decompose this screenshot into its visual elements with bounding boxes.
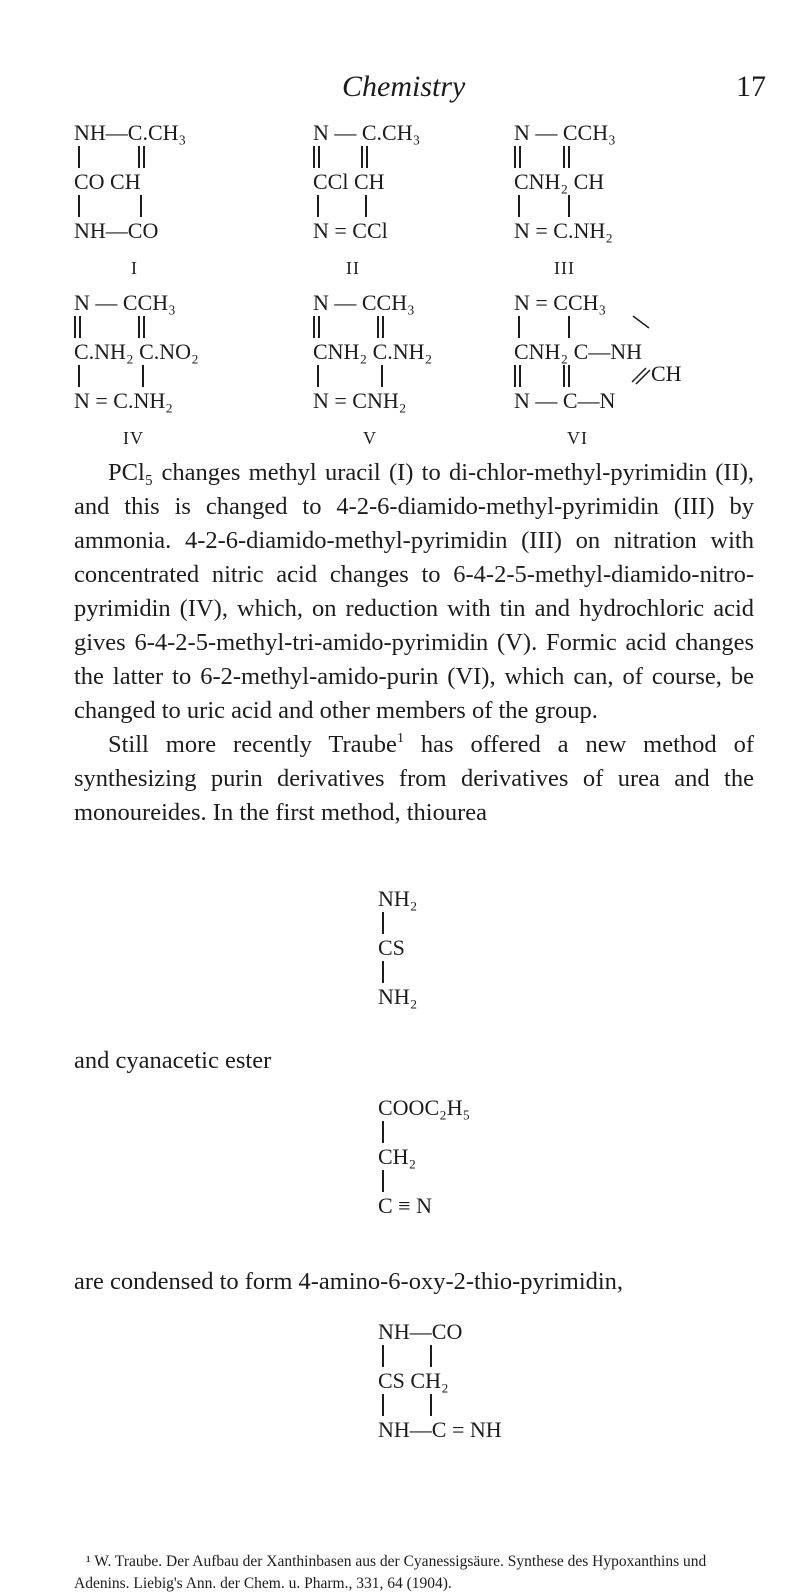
formula-line: N — CCH₃ — [74, 290, 176, 315]
formula-line: C.NH₂ C.NO₂ — [74, 339, 199, 364]
footnote-ref[interactable]: 1 — [396, 731, 404, 746]
formula-line: CCl CH — [313, 169, 385, 194]
text-run: Still more recently Traube — [108, 731, 397, 758]
formula-methyl-uracil — [74, 122, 186, 242]
formula-line: N — C.CH₃ — [313, 120, 421, 145]
bond-row — [378, 1343, 502, 1370]
bond-row — [378, 959, 417, 986]
bond-row — [313, 193, 420, 220]
bond-row — [378, 1392, 502, 1419]
bond-row — [74, 144, 186, 171]
formula-line: NH—CO — [74, 218, 159, 243]
formula-methyl-amido-purin — [514, 292, 642, 412]
formula-tri-amido-pyrimidin — [313, 292, 432, 412]
formula-line: COOC₂H₅ — [378, 1095, 471, 1120]
formula-diamido-nitro-pyrimidin — [74, 292, 199, 412]
formula-ch-group: CH — [651, 361, 682, 386]
paragraph-text: PCl₅ changes methyl uracil (I) to di-chlor-methyl-pyrimidin (II), and this is changed to 4-2-6-diamido-methyl-pyrimidin (III) by ammonia. 4-2-6-diamido-methyl-pyrimidin (III) on nitration with concentrated nitric acid changes to 6-4-2-5-methyl-diamido-nitro-pyrimidin (IV), which, on reduction with tin and hydrochloric acid gives 6-4-2-5-methyl-tri-amido-pyrimidin (V). Formic acid changes the latter to 6-2-methyl-amido-purin (VI), which can, of course, be changed to uric acid and other members of the group. — [74, 459, 754, 724]
formula-line: NH—C = NH — [378, 1417, 502, 1442]
text-run: has offered a new method of synthesizing purin derivatives from derivatives of urea and the monoureides. In the first method, thiourea — [74, 731, 754, 826]
bond-row — [74, 314, 199, 341]
formula-line: CS — [378, 935, 405, 960]
bond-row — [514, 144, 616, 171]
text-line: are condensed to form 4-amino-6-oxy-2-thio-pyrimidin, — [74, 1268, 624, 1295]
formula-line: N = CNH₂ — [313, 388, 407, 413]
formula-line: CNH₂ C—NH — [514, 339, 643, 364]
text-line: and cyanacetic ester — [74, 1047, 272, 1074]
bond-row — [378, 1168, 470, 1195]
formula-line: NH₂ — [378, 886, 418, 911]
formula-line: N — C—N — [514, 388, 616, 413]
formula-thiourea — [378, 888, 417, 1008]
formula-label: II — [346, 258, 360, 278]
formula-line: CS CH₂ — [378, 1368, 449, 1393]
running-header-title: Chemistry — [342, 70, 466, 103]
formula-diamido-methyl-pyrimidin — [514, 122, 616, 242]
formula-line: CNH₂ CH — [514, 169, 605, 194]
bond-row — [313, 144, 420, 171]
formula-label: VI — [567, 428, 588, 448]
formula-line: NH—C.CH₃ — [74, 120, 187, 145]
formula-line: C ≡ N — [378, 1193, 432, 1218]
formula-line: N = CCl — [313, 218, 388, 243]
formula-cyanacetic-ester — [378, 1097, 470, 1217]
formula-line: N = CCH₃ — [514, 290, 607, 315]
footnote: ¹ W. Traube. Der Aufbau der Xanthinbasen aus der Cyanessigsäure. Synthese des Hypoxanthins und Adenins. Liebig's Ann. der Chem. u. Pharm., 331, 64 (1904). — [74, 1553, 707, 1592]
bond-row — [514, 193, 616, 220]
formula-label: I — [131, 258, 138, 278]
bond-row — [313, 363, 432, 390]
bond-row — [74, 193, 186, 220]
formula-dichlor-methyl-pyrimidin — [313, 122, 420, 242]
formula-line: NH₂ — [378, 984, 418, 1009]
formula-line: CO CH — [74, 169, 141, 194]
formula-line: N = C.NH₂ — [514, 218, 613, 243]
bond-row — [378, 910, 417, 937]
formula-label: V — [363, 428, 377, 448]
formula-line: CNH₂ C.NH₂ — [313, 339, 433, 364]
bond-row — [74, 363, 199, 390]
page-number: 17 — [736, 70, 766, 103]
body-paragraph — [74, 456, 754, 830]
formula-line: N — CCH₃ — [514, 120, 616, 145]
formula-line: NH—CO — [378, 1319, 463, 1344]
bond-row — [378, 1119, 470, 1146]
formula-label: III — [554, 258, 575, 278]
bond-row — [514, 314, 642, 341]
formula-line: CH₂ — [378, 1144, 417, 1169]
paragraph-text — [74, 728, 754, 830]
formula-line: N — CCH₃ — [313, 290, 415, 315]
formula-label: IV — [123, 428, 144, 448]
formula-amino-oxy-thio-pyrimidin — [378, 1321, 502, 1441]
bond-row — [514, 363, 642, 390]
bond-row — [313, 314, 432, 341]
formula-line: N = C.NH₂ — [74, 388, 173, 413]
